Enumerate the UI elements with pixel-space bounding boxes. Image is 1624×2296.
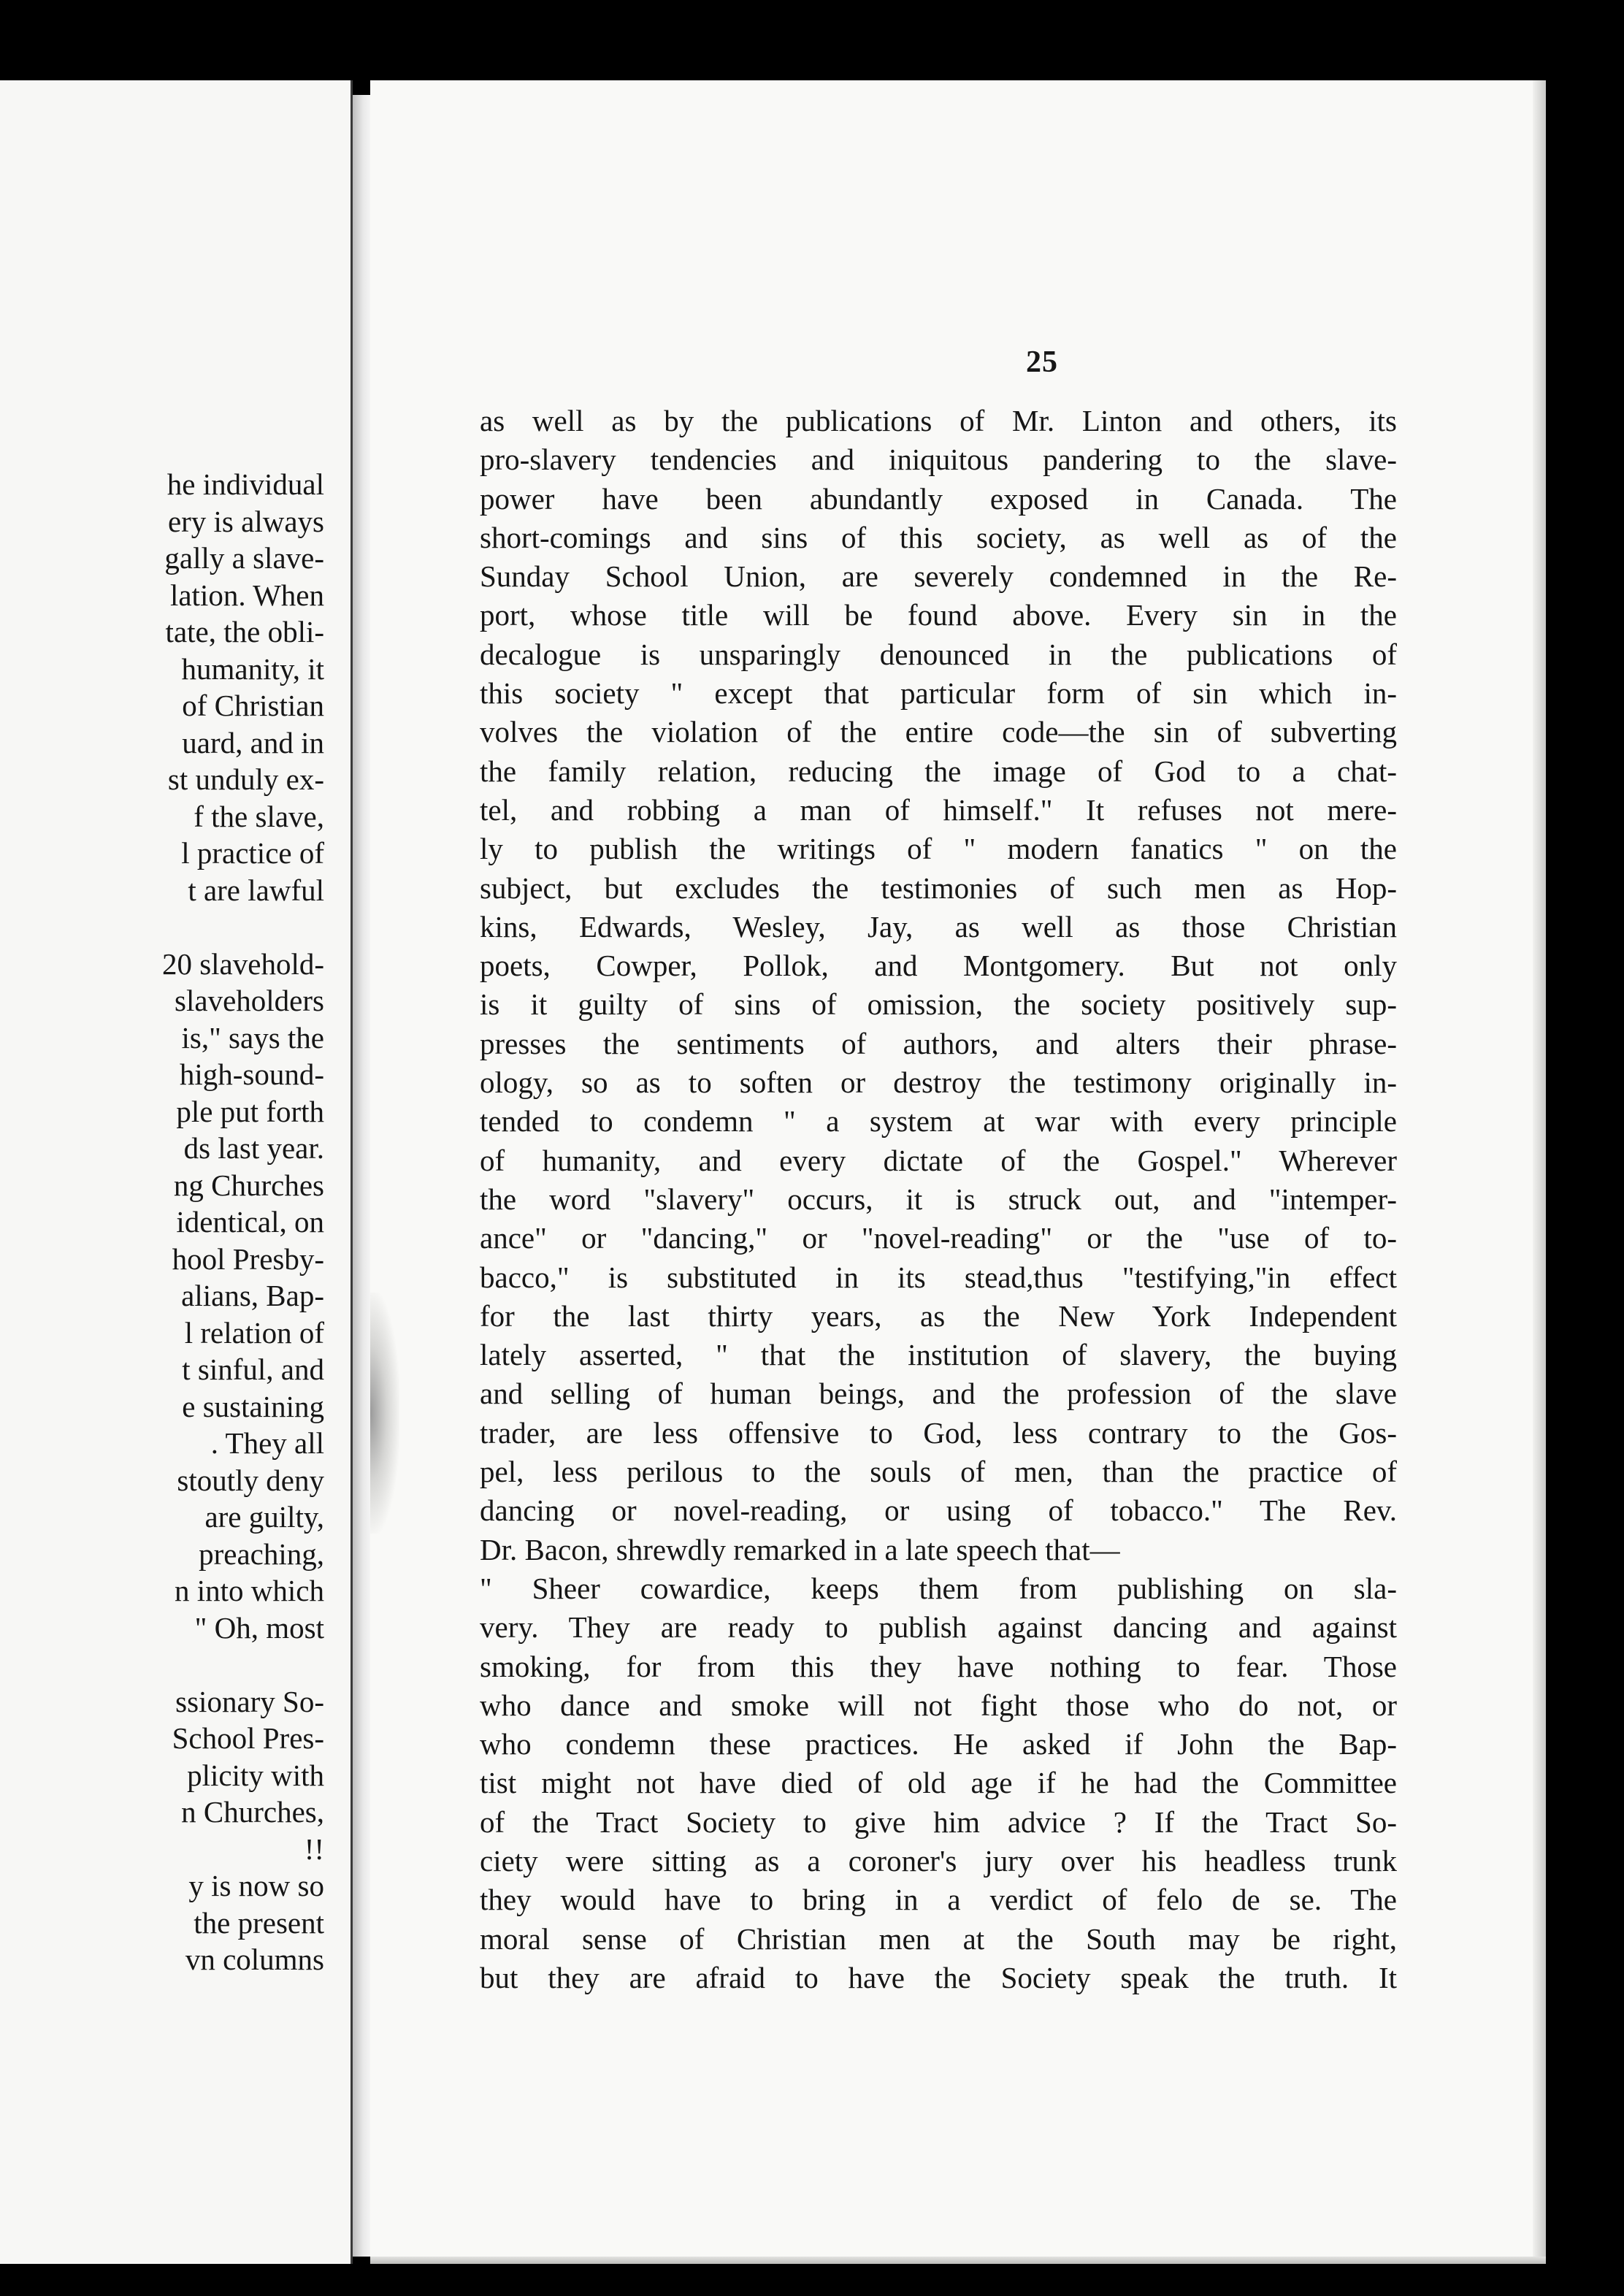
previous-page-line: stoutly deny bbox=[177, 1463, 324, 1497]
previous-page-line: lation. When bbox=[169, 578, 324, 612]
text-line: tist might not have died of old age if he had the Committee bbox=[480, 1766, 1397, 1800]
text-line: smoking, for from this they have nothing to fear. Those bbox=[480, 1649, 1397, 1683]
previous-page-line: t are lawful bbox=[188, 873, 324, 907]
previous-page-text bbox=[0, 466, 324, 1978]
previous-page-line: humanity, it bbox=[181, 651, 324, 686]
previous-page-line: " Oh, most bbox=[194, 1610, 324, 1645]
page-gutter bbox=[353, 95, 370, 2257]
previous-page-line: uard, and in bbox=[182, 725, 324, 759]
text-line: of humanity, and every dictate of the Gospel." Wherever bbox=[480, 1143, 1397, 1177]
text-line: decalogue is unsparingly denounced in the publications of bbox=[480, 637, 1397, 671]
page-body-text bbox=[480, 402, 1397, 1997]
previous-page-line: plicity with bbox=[187, 1758, 324, 1792]
previous-page-line: !! bbox=[304, 1832, 324, 1866]
text-line: trader, are less offensive to God, less contrary to the Gos- bbox=[480, 1415, 1397, 1450]
previous-page-line bbox=[0, 908, 324, 946]
text-line: kins, Edwards, Wesley, Jay, as well as those Christian bbox=[480, 909, 1397, 944]
text-line: short-comings and sins of this society, as well as of the bbox=[480, 520, 1397, 554]
text-line: this society " except that particular form of sin which in- bbox=[480, 676, 1397, 711]
previous-page-line: School Pres- bbox=[172, 1721, 324, 1755]
previous-page-line: hool Presby- bbox=[172, 1241, 324, 1276]
text-line: ciety were sitting as a coroner's jury over his headless trunk bbox=[480, 1843, 1397, 1878]
text-line: Dr. Bacon, shrewdly remarked in a late speech that— bbox=[480, 1532, 1120, 1566]
previous-page-line: preaching, bbox=[199, 1537, 324, 1571]
previous-page-line: y is now so bbox=[188, 1869, 324, 1902]
previous-page bbox=[0, 80, 353, 2264]
text-line: volves the violation of the entire code—the sin of subverting bbox=[480, 715, 1397, 749]
previous-page-line: e sustaining bbox=[182, 1389, 324, 1423]
previous-page-line: t sinful, and bbox=[182, 1352, 324, 1386]
text-line: tel, and robbing a man of himself." It refuses not mere- bbox=[480, 792, 1397, 827]
previous-page-line: l practice of bbox=[181, 836, 324, 870]
text-line: poets, Cowper, Pollok, and Montgomery. But not only bbox=[480, 949, 1397, 983]
text-line: moral sense of Christian men at the South may be right, bbox=[480, 1921, 1397, 1956]
text-line: ance" or "dancing," or "novel-reading" or the "use of to- bbox=[480, 1221, 1397, 1255]
previous-page-line: n into which bbox=[175, 1574, 324, 1607]
previous-page-line: identical, on bbox=[176, 1205, 324, 1239]
previous-page-line: ple put forth bbox=[176, 1094, 324, 1128]
text-line: the word "slavery" occurs, it is struck out, and "intemper- bbox=[480, 1182, 1397, 1216]
previous-page-line: of Christian bbox=[182, 689, 324, 722]
previous-page-line: high-sound- bbox=[179, 1057, 324, 1091]
text-line: but they are afraid to have the Society speak the truth. It bbox=[480, 1960, 1397, 1994]
text-line: very. They are ready to publish against dancing and against bbox=[480, 1610, 1397, 1645]
previous-page-line: ng Churches bbox=[173, 1168, 324, 1202]
page-number: 25 bbox=[1026, 345, 1058, 379]
previous-page-line: gally a slave- bbox=[164, 541, 324, 575]
text-line: they would have to bring in a verdict of felo de se. The bbox=[480, 1883, 1397, 1917]
previous-page-line bbox=[0, 1646, 324, 1683]
previous-page-line: n Churches, bbox=[181, 1795, 324, 1829]
text-line: subject, but excludes the testimonies of such men as Hop- bbox=[480, 870, 1397, 905]
previous-page-line: ery is always bbox=[167, 504, 324, 538]
text-line: lately asserted, " that the institution of slavery, the buying bbox=[480, 1338, 1397, 1372]
text-line: pro-slavery tendencies and iniquitous pandering to the slave- bbox=[480, 443, 1397, 477]
text-line: the family relation, reducing the image of God to a chat- bbox=[480, 754, 1397, 788]
text-line: ology, so as to soften or destroy the testimony originally in- bbox=[480, 1065, 1397, 1100]
previous-page-line: is," says the bbox=[181, 1020, 324, 1055]
text-line: pel, less perilous to the souls of men, than the practice of bbox=[480, 1455, 1397, 1489]
text-line: port, whose title will be found above. Every sin in the bbox=[480, 598, 1397, 632]
text-line: Sunday School Union, are severely condemned in the Re- bbox=[480, 559, 1397, 594]
previous-page-line: f the slave, bbox=[194, 799, 324, 833]
previous-page-line: 20 slavehold- bbox=[161, 946, 324, 981]
previous-page-line: l relation of bbox=[184, 1315, 324, 1350]
text-line: dancing or novel-reading, or using of tobacco." The Rev. bbox=[480, 1493, 1397, 1528]
text-line: who condemn these practices. He asked if John the Bap- bbox=[480, 1727, 1397, 1761]
page-bottom-edge bbox=[370, 2257, 1546, 2264]
previous-page-line: st unduly ex- bbox=[167, 762, 324, 796]
current-page bbox=[370, 80, 1546, 2264]
text-line: is it guilty of sins of omission, the society positively sup- bbox=[480, 987, 1397, 1022]
previous-page-line: alians, Bap- bbox=[181, 1279, 324, 1312]
text-line: bacco," is substituted in its stead,thus "testifying,"in effect bbox=[480, 1260, 1397, 1294]
previous-page-line: tate, the obli- bbox=[165, 615, 324, 648]
text-line: of the Tract Society to give him advice ? If the Tract So- bbox=[480, 1805, 1397, 1839]
previous-page-line: are guilty, bbox=[204, 1500, 324, 1534]
previous-page-line: he individual bbox=[166, 467, 324, 501]
text-line: ly to publish the writings of " modern fanatics " on the bbox=[480, 832, 1397, 866]
previous-page-line: slaveholders bbox=[175, 984, 324, 1017]
text-line: for the last thirty years, as the New York Independent bbox=[480, 1298, 1397, 1333]
previous-page-line: ds last year. bbox=[183, 1131, 324, 1165]
text-line: who dance and smoke will not fight those who do not, or bbox=[480, 1688, 1397, 1722]
text-line: as well as by the publications of Mr. Linton and others, its bbox=[480, 404, 1397, 437]
previous-page-line: the present bbox=[194, 1905, 324, 1940]
page-edge bbox=[1533, 80, 1546, 2264]
text-line: and selling of human beings, and the profession of the slave bbox=[480, 1377, 1397, 1411]
previous-page-line: vn columns bbox=[185, 1943, 324, 1976]
text-line: " Sheer cowardice, keeps them from publishing on sla- bbox=[480, 1571, 1397, 1605]
page-crease bbox=[370, 1293, 399, 1534]
previous-page-line: ssionary So- bbox=[175, 1684, 324, 1718]
text-line: tended to condemn " a system at war with every principle bbox=[480, 1104, 1397, 1139]
previous-page-line: . They all bbox=[210, 1426, 324, 1460]
text-line: presses the sentiments of authors, and alters their phrase- bbox=[480, 1026, 1397, 1060]
text-line: power have been abundantly exposed in Canada. The bbox=[480, 481, 1397, 516]
